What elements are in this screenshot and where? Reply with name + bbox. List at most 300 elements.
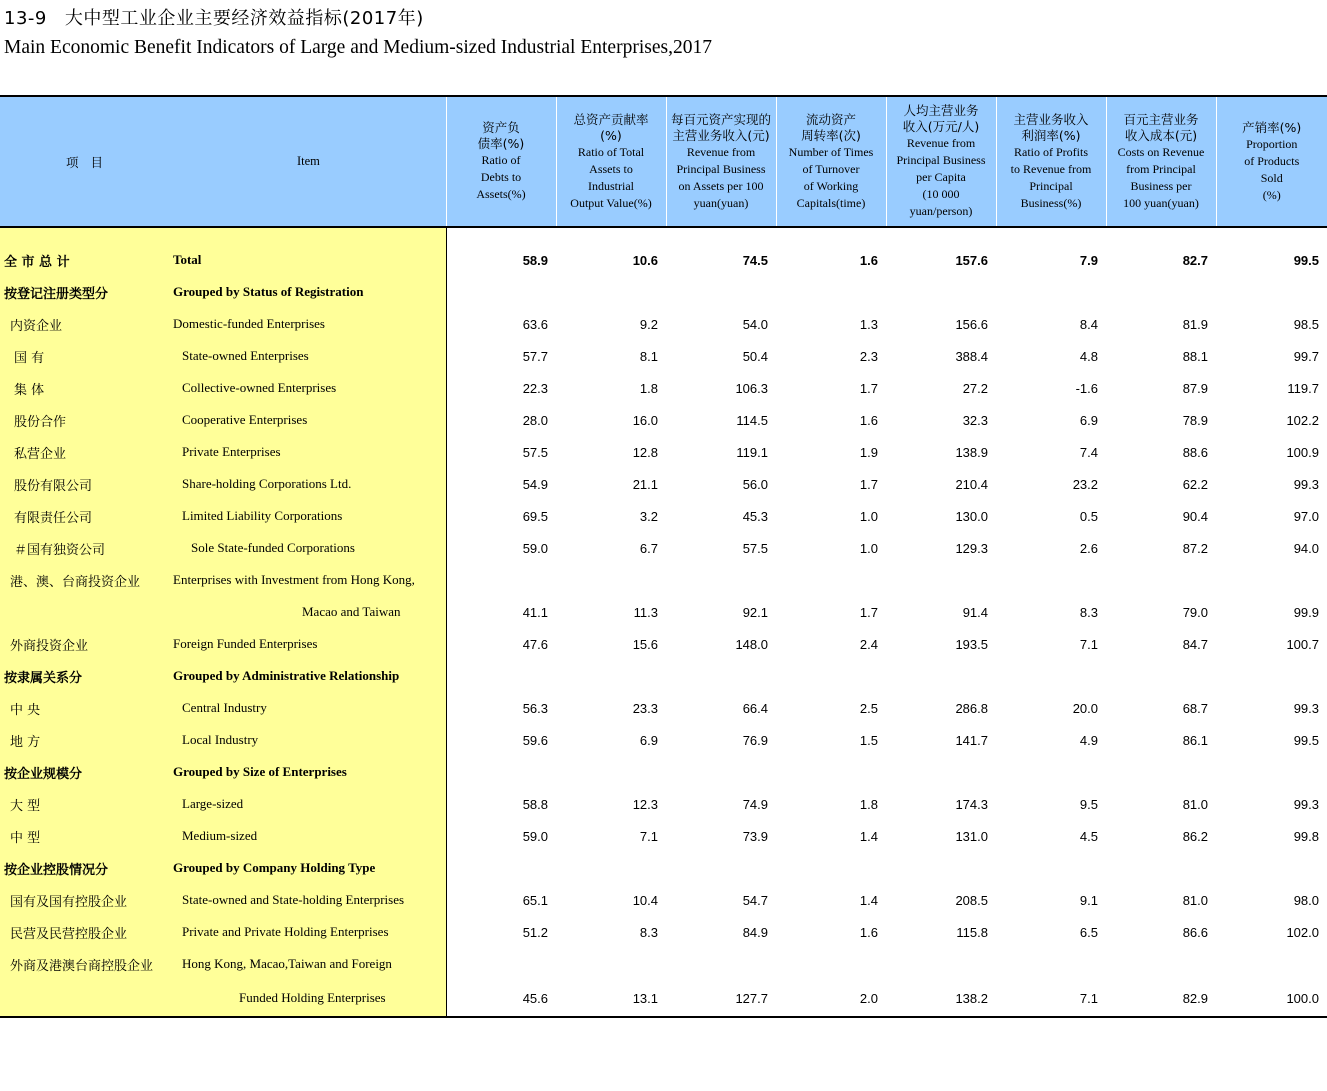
value-cell: 79.0: [1182, 604, 1208, 620]
row-label-en: Private and Private Holding Enterprises: [167, 916, 446, 948]
value-cell: 57.5: [522, 444, 548, 460]
value-cell: 148.0: [735, 636, 768, 652]
value-cell: [776, 227, 886, 244]
value-cell: 3.2: [639, 508, 658, 524]
value-cell: 84.7: [1182, 636, 1208, 652]
table-row: [0, 276, 1327, 308]
value-cell: 59.6: [522, 732, 548, 748]
value-cell: 98.0: [1293, 892, 1319, 908]
value-cell: 74.5: [742, 252, 768, 268]
value-cell: 63.6: [522, 316, 548, 332]
value-cell: [446, 756, 556, 788]
value-cell: [666, 852, 776, 884]
value-cell: 78.9: [1182, 412, 1208, 428]
value-cell: 86.2: [1182, 828, 1208, 844]
row-label-cn: 大 型: [0, 788, 167, 820]
value-cell: 87.2: [1182, 540, 1208, 556]
value-cell: 100.7: [1286, 636, 1319, 652]
value-cell: 59.0: [522, 540, 548, 556]
table-row: [0, 244, 1327, 276]
value-cell: 15.6: [632, 636, 658, 652]
value-cell: 99.3: [1293, 700, 1319, 716]
value-cell: 47.6: [522, 636, 548, 652]
table-row: [0, 660, 1327, 692]
row-label-cn: 私营企业: [0, 436, 167, 468]
column-header-en-line: of Products: [1244, 153, 1300, 168]
value-cell: 6.5: [1079, 924, 1098, 940]
table-row: [0, 340, 1327, 372]
value-cell: [776, 564, 886, 596]
value-cell: [666, 756, 776, 788]
column-header-en-line: Principal Business: [676, 161, 766, 176]
row-label-en: Collective-owned Enterprises: [167, 372, 446, 404]
value-cell: 7.1: [996, 980, 1106, 1017]
value-cell: 1.0: [859, 540, 878, 556]
value-cell: 76.9: [742, 732, 768, 748]
row-label-cn: 全 市 总 计: [0, 244, 167, 276]
column-header-cn-line: 收入(万元/人): [902, 119, 980, 134]
table-row: [0, 948, 1327, 980]
column-header-en-line: Number of Times: [788, 144, 874, 159]
value-cell: [1106, 564, 1216, 596]
value-cell: 1.3: [859, 316, 878, 332]
table-row: [0, 564, 1327, 596]
row-label-cn: 集 体: [0, 372, 167, 404]
value-cell: 73.9: [742, 828, 768, 844]
row-label-en: Macao and Taiwan: [167, 596, 446, 628]
value-cell: [556, 564, 666, 596]
column-header-1: [446, 96, 556, 227]
value-cell: 99.8: [1293, 828, 1319, 844]
table-row: [0, 980, 1327, 1017]
value-cell: [1216, 660, 1327, 692]
value-cell: 86.1: [1182, 732, 1208, 748]
column-header-cn-line: 人均主营业务: [903, 103, 979, 118]
table-row: [0, 852, 1327, 884]
column-header-cn-line: 利润率(%): [1021, 127, 1081, 143]
table-row: [0, 788, 1327, 820]
row-label-en: Large-sized: [167, 788, 446, 820]
value-cell: 208.5: [955, 892, 988, 908]
row-label-en: State-owned Enterprises: [167, 340, 446, 372]
value-cell: 90.4: [1182, 508, 1208, 524]
value-cell: [996, 852, 1106, 884]
table-number: 13-9: [4, 8, 47, 29]
row-label-en: Total: [167, 244, 446, 276]
value-cell: [666, 948, 776, 980]
value-cell: 138.2: [886, 980, 996, 1017]
value-cell: 119.7: [1287, 380, 1319, 396]
value-cell: 84.9: [742, 924, 768, 940]
column-header-en-line: from Principal: [1126, 161, 1196, 176]
value-cell: 41.1: [522, 604, 548, 620]
row-label-cn: 民营及民营控股企业: [0, 916, 167, 948]
value-cell: 99.9: [1293, 604, 1319, 620]
column-header-cn-line: (%): [600, 127, 622, 143]
value-cell: [1216, 948, 1327, 980]
column-header-cn-line: 资产负: [482, 120, 520, 135]
value-cell: 20.0: [1072, 700, 1098, 716]
table-row: [0, 468, 1327, 500]
value-cell: 119.1: [736, 444, 768, 460]
row-label-cn: 按企业规模分: [0, 756, 167, 788]
value-cell: [886, 276, 996, 308]
value-cell: [996, 948, 1106, 980]
value-cell: 157.6: [955, 252, 988, 268]
value-cell: 1.7: [859, 604, 878, 620]
value-cell: 57.5: [742, 540, 768, 556]
value-cell: 21.1: [632, 476, 658, 492]
value-cell: 1.5: [859, 732, 878, 748]
value-cell: 106.3: [735, 380, 768, 396]
value-cell: 156.6: [955, 316, 988, 332]
column-header-cn-line: 周转率(次): [801, 127, 861, 143]
row-label-en: Limited Liability Corporations: [167, 500, 446, 532]
value-cell: 114.5: [736, 412, 768, 428]
value-cell: [886, 227, 996, 244]
value-cell: [996, 756, 1106, 788]
value-cell: 115.8: [956, 924, 988, 940]
value-cell: 4.8: [1079, 348, 1098, 364]
row-label-en: Enterprises with Investment from Hong Kong,: [167, 564, 446, 596]
column-header-en-line: Business per: [1130, 178, 1192, 193]
column-header-cn-line: 百元主营业务: [1123, 111, 1199, 127]
value-cell: 87.9: [1182, 380, 1208, 396]
value-cell: 2.4: [859, 636, 878, 652]
column-header-en-line: to Revenue from: [1010, 161, 1092, 176]
table-row: [0, 372, 1327, 404]
table-row: [0, 500, 1327, 532]
value-cell: [996, 276, 1106, 308]
value-cell: 129.3: [955, 540, 988, 556]
value-cell: 59.0: [522, 828, 548, 844]
value-cell: [776, 948, 886, 980]
value-cell: 8.3: [1079, 604, 1098, 620]
table-title-cn-text: 大中型工业企业主要经济效益指标(2017年): [64, 8, 424, 29]
value-cell: 8.4: [1079, 316, 1098, 332]
header-item-en: Item: [167, 96, 446, 227]
table-body: [0, 227, 1327, 1017]
value-cell: [1106, 276, 1216, 308]
value-cell: [556, 756, 666, 788]
spacer-row: [0, 227, 1327, 244]
column-header-cn-line: 主营业务收入: [1013, 111, 1089, 127]
value-cell: 28.0: [522, 412, 548, 428]
value-cell: 102.0: [1286, 924, 1319, 940]
value-cell: 97.0: [1293, 508, 1319, 524]
value-cell: [996, 564, 1106, 596]
value-cell: 82.7: [1182, 252, 1208, 268]
value-cell: 2.3: [859, 348, 878, 364]
value-cell: 127.7: [666, 980, 776, 1017]
value-cell: [446, 852, 556, 884]
column-header-en-line: Ratio of: [481, 153, 521, 167]
row-label-en: Local Industry: [167, 724, 446, 756]
row-label-en: Cooperative Enterprises: [167, 404, 446, 436]
column-header-en-line: of Turnover: [802, 161, 860, 176]
value-cell: 57.7: [522, 348, 548, 364]
table-row: [0, 756, 1327, 788]
value-cell: [1216, 852, 1327, 884]
value-cell: [1106, 756, 1216, 788]
row-label-cn: 国 有: [0, 340, 167, 372]
row-label-cn: [0, 227, 167, 244]
row-label-en: [167, 227, 446, 244]
column-header-cn-line: 收入成本(元): [1124, 127, 1198, 143]
value-cell: 50.4: [742, 348, 768, 364]
row-label-cn: 外商及港澳台商控股企业: [0, 948, 167, 980]
value-cell: [1106, 852, 1216, 884]
value-cell: 130.0: [955, 508, 988, 524]
value-cell: 62.2: [1182, 476, 1208, 492]
row-label-en: Domestic-funded Enterprises: [167, 308, 446, 340]
row-label-en: Grouped by Administrative Relationship: [167, 660, 446, 692]
indicators-table: [0, 95, 1327, 1018]
table-row: [0, 436, 1327, 468]
value-cell: 388.4: [955, 348, 988, 364]
value-cell: 2.5: [859, 700, 878, 716]
value-cell: 6.9: [639, 732, 658, 748]
value-cell: 16.0: [632, 412, 658, 428]
table-row: [0, 308, 1327, 340]
value-cell: 91.4: [962, 604, 988, 620]
value-cell: 12.8: [632, 444, 658, 460]
column-header-cn-line: 债率(%): [477, 136, 525, 151]
table-row: [0, 884, 1327, 916]
table-row: [0, 628, 1327, 660]
value-cell: -1.6: [1075, 380, 1098, 396]
value-cell: 13.1: [556, 980, 666, 1017]
value-cell: [776, 660, 886, 692]
column-header-en-line: per Capita: [916, 170, 966, 184]
value-cell: 100.0: [1216, 980, 1327, 1017]
value-cell: 4.5: [1079, 828, 1098, 844]
column-header-cn-line: 流动资产: [805, 111, 856, 127]
value-cell: 8.1: [639, 348, 658, 364]
row-label-en: Funded Holding Enterprises: [167, 980, 446, 1017]
row-label-cn: ＃国有独资公司: [0, 532, 167, 564]
table-row: [0, 820, 1327, 852]
value-cell: 56.3: [522, 700, 548, 716]
value-cell: [446, 948, 556, 980]
row-label-cn: 按登记注册类型分: [0, 276, 167, 308]
value-cell: 1.9: [859, 444, 878, 460]
row-label-en: Private Enterprises: [167, 436, 446, 468]
row-label-en: Grouped by Status of Registration: [167, 276, 446, 308]
value-cell: [666, 564, 776, 596]
value-cell: [446, 227, 556, 244]
table-row: [0, 532, 1327, 564]
column-header-cn-line: 产销率(%): [1242, 119, 1302, 135]
value-cell: 9.1: [1079, 892, 1098, 908]
value-cell: 99.5: [1293, 252, 1319, 268]
value-cell: 102.2: [1286, 412, 1319, 428]
value-cell: [886, 756, 996, 788]
value-cell: 7.4: [1079, 444, 1098, 460]
table-row: [0, 596, 1327, 628]
value-cell: 1.4: [859, 892, 878, 908]
value-cell: 1.4: [859, 828, 878, 844]
value-cell: 66.4: [742, 700, 768, 716]
value-cell: [996, 660, 1106, 692]
value-cell: 8.3: [639, 924, 658, 940]
value-cell: 1.6: [859, 252, 878, 268]
value-cell: 7.1: [1079, 636, 1098, 652]
column-header-en-line: (%): [1262, 187, 1281, 202]
row-label-en: Hong Kong, Macao,Taiwan and Foreign: [167, 948, 446, 980]
row-label-cn: 外商投资企业: [0, 628, 167, 660]
value-cell: 193.5: [955, 636, 988, 652]
value-cell: 10.6: [632, 252, 658, 268]
value-cell: 1.7: [859, 476, 878, 492]
table-row: [0, 916, 1327, 948]
column-header-3: [666, 96, 776, 227]
value-cell: 58.9: [522, 252, 548, 268]
value-cell: [776, 852, 886, 884]
value-cell: 23.2: [1072, 476, 1098, 492]
value-cell: 74.9: [742, 796, 768, 812]
column-header-en-line: Assets to: [589, 161, 633, 176]
value-cell: [556, 227, 666, 244]
row-label-cn: 有限责任公司: [0, 500, 167, 532]
row-label-cn: 中 型: [0, 820, 167, 852]
value-cell: [1216, 564, 1327, 596]
column-header-en-line: Costs on Revenue: [1117, 144, 1205, 159]
value-cell: [666, 660, 776, 692]
value-cell: 45.3: [742, 508, 768, 524]
table-title-cn: [4, 4, 424, 30]
row-label-en: Grouped by Size of Enterprises: [167, 756, 446, 788]
value-cell: 65.1: [522, 892, 548, 908]
value-cell: 141.7: [955, 732, 988, 748]
table-header-row: [0, 96, 1327, 227]
column-header-cn-line: 每百元资产实现的: [670, 111, 771, 127]
column-header-6: [996, 96, 1106, 227]
value-cell: [886, 660, 996, 692]
value-cell: 1.6: [859, 412, 878, 428]
value-cell: 138.9: [955, 444, 988, 460]
column-header-en-line: Industrial: [588, 178, 634, 193]
column-header-en-line: 100 yuan(yuan): [1123, 195, 1199, 210]
value-cell: [886, 852, 996, 884]
row-label-en: Medium-sized: [167, 820, 446, 852]
value-cell: 4.9: [1079, 732, 1098, 748]
value-cell: 81.0: [1182, 892, 1208, 908]
value-cell: [446, 276, 556, 308]
row-label-cn: [0, 980, 167, 1017]
value-cell: 56.0: [742, 476, 768, 492]
column-header-5: [886, 96, 996, 227]
column-header-en-line: yuan/person): [909, 204, 973, 218]
row-label-en: Central Industry: [167, 692, 446, 724]
value-cell: 10.4: [632, 892, 658, 908]
column-header-en-line: yuan(yuan): [693, 195, 749, 210]
column-header-en-line: Principal Business: [896, 153, 986, 167]
value-cell: 286.8: [955, 700, 988, 716]
row-label-cn: 国有及国有控股企业: [0, 884, 167, 916]
value-cell: 68.7: [1182, 700, 1208, 716]
column-header-en-line: Assets(%): [476, 187, 526, 201]
value-cell: [556, 276, 666, 308]
value-cell: 94.0: [1293, 540, 1319, 556]
value-cell: 1.0: [859, 508, 878, 524]
column-header-4: [776, 96, 886, 227]
value-cell: [886, 948, 996, 980]
value-cell: 92.1: [742, 604, 768, 620]
value-cell: 174.3: [955, 796, 988, 812]
column-header-2: [556, 96, 666, 227]
value-cell: 1.6: [859, 924, 878, 940]
value-cell: 23.3: [632, 700, 658, 716]
value-cell: 12.3: [632, 796, 658, 812]
value-cell: 99.3: [1293, 476, 1319, 492]
value-cell: [1216, 756, 1327, 788]
column-header-en-line: Capitals(time): [796, 195, 866, 210]
value-cell: [446, 660, 556, 692]
value-cell: [1106, 660, 1216, 692]
row-label-en: Sole State-funded Corporations: [167, 532, 446, 564]
row-label-cn: 股份合作: [0, 404, 167, 436]
table-title-en: Main Economic Benefit Indicators of Large and Medium-sized Industrial Enterprises,2017: [4, 37, 712, 58]
value-cell: 1.7: [859, 380, 878, 396]
value-cell: 81.9: [1182, 316, 1208, 332]
header-item-cn: 项 目: [0, 96, 167, 227]
value-cell: [886, 564, 996, 596]
value-cell: 9.2: [639, 316, 658, 332]
table-row: [0, 404, 1327, 436]
row-label-cn: 按隶属关系分: [0, 660, 167, 692]
value-cell: 0.5: [1079, 508, 1098, 524]
value-cell: 131.0: [955, 828, 988, 844]
row-label-cn: 地 方: [0, 724, 167, 756]
value-cell: 98.5: [1293, 316, 1319, 332]
value-cell: 86.6: [1182, 924, 1208, 940]
value-cell: 54.9: [522, 476, 548, 492]
column-header-en-line: Principal: [1029, 178, 1073, 193]
value-cell: [996, 227, 1106, 244]
row-label-cn: 内资企业: [0, 308, 167, 340]
value-cell: [556, 948, 666, 980]
value-cell: [556, 660, 666, 692]
value-cell: [446, 564, 556, 596]
row-label-cn: 按企业控股情况分: [0, 852, 167, 884]
column-header-en-line: on Assets per 100: [678, 178, 764, 193]
row-label-en: Grouped by Company Holding Type: [167, 852, 446, 884]
value-cell: [1216, 276, 1327, 308]
column-header-en-line: Ratio of Profits: [1014, 144, 1088, 159]
row-label-cn: 中 央: [0, 692, 167, 724]
value-cell: [776, 276, 886, 308]
value-cell: 22.3: [522, 380, 548, 396]
value-cell: 27.2: [962, 380, 988, 396]
column-header-en-line: (10 000: [922, 187, 960, 201]
column-header-cn-line: 总资产贡献率: [573, 111, 649, 127]
table-row: [0, 724, 1327, 756]
value-cell: [1106, 227, 1216, 244]
value-cell: 100.9: [1286, 444, 1319, 460]
value-cell: 54.0: [742, 316, 768, 332]
value-cell: 88.6: [1182, 444, 1208, 460]
value-cell: 1.8: [639, 380, 658, 396]
value-cell: 1.8: [859, 796, 878, 812]
value-cell: 99.7: [1293, 348, 1319, 364]
value-cell: 81.0: [1182, 796, 1208, 812]
column-header-en-line: Business(%): [1020, 195, 1082, 210]
column-header-7: [1106, 96, 1216, 227]
column-header-en-line: Revenue from: [686, 144, 756, 159]
value-cell: [776, 756, 886, 788]
value-cell: 11.3: [633, 604, 658, 620]
